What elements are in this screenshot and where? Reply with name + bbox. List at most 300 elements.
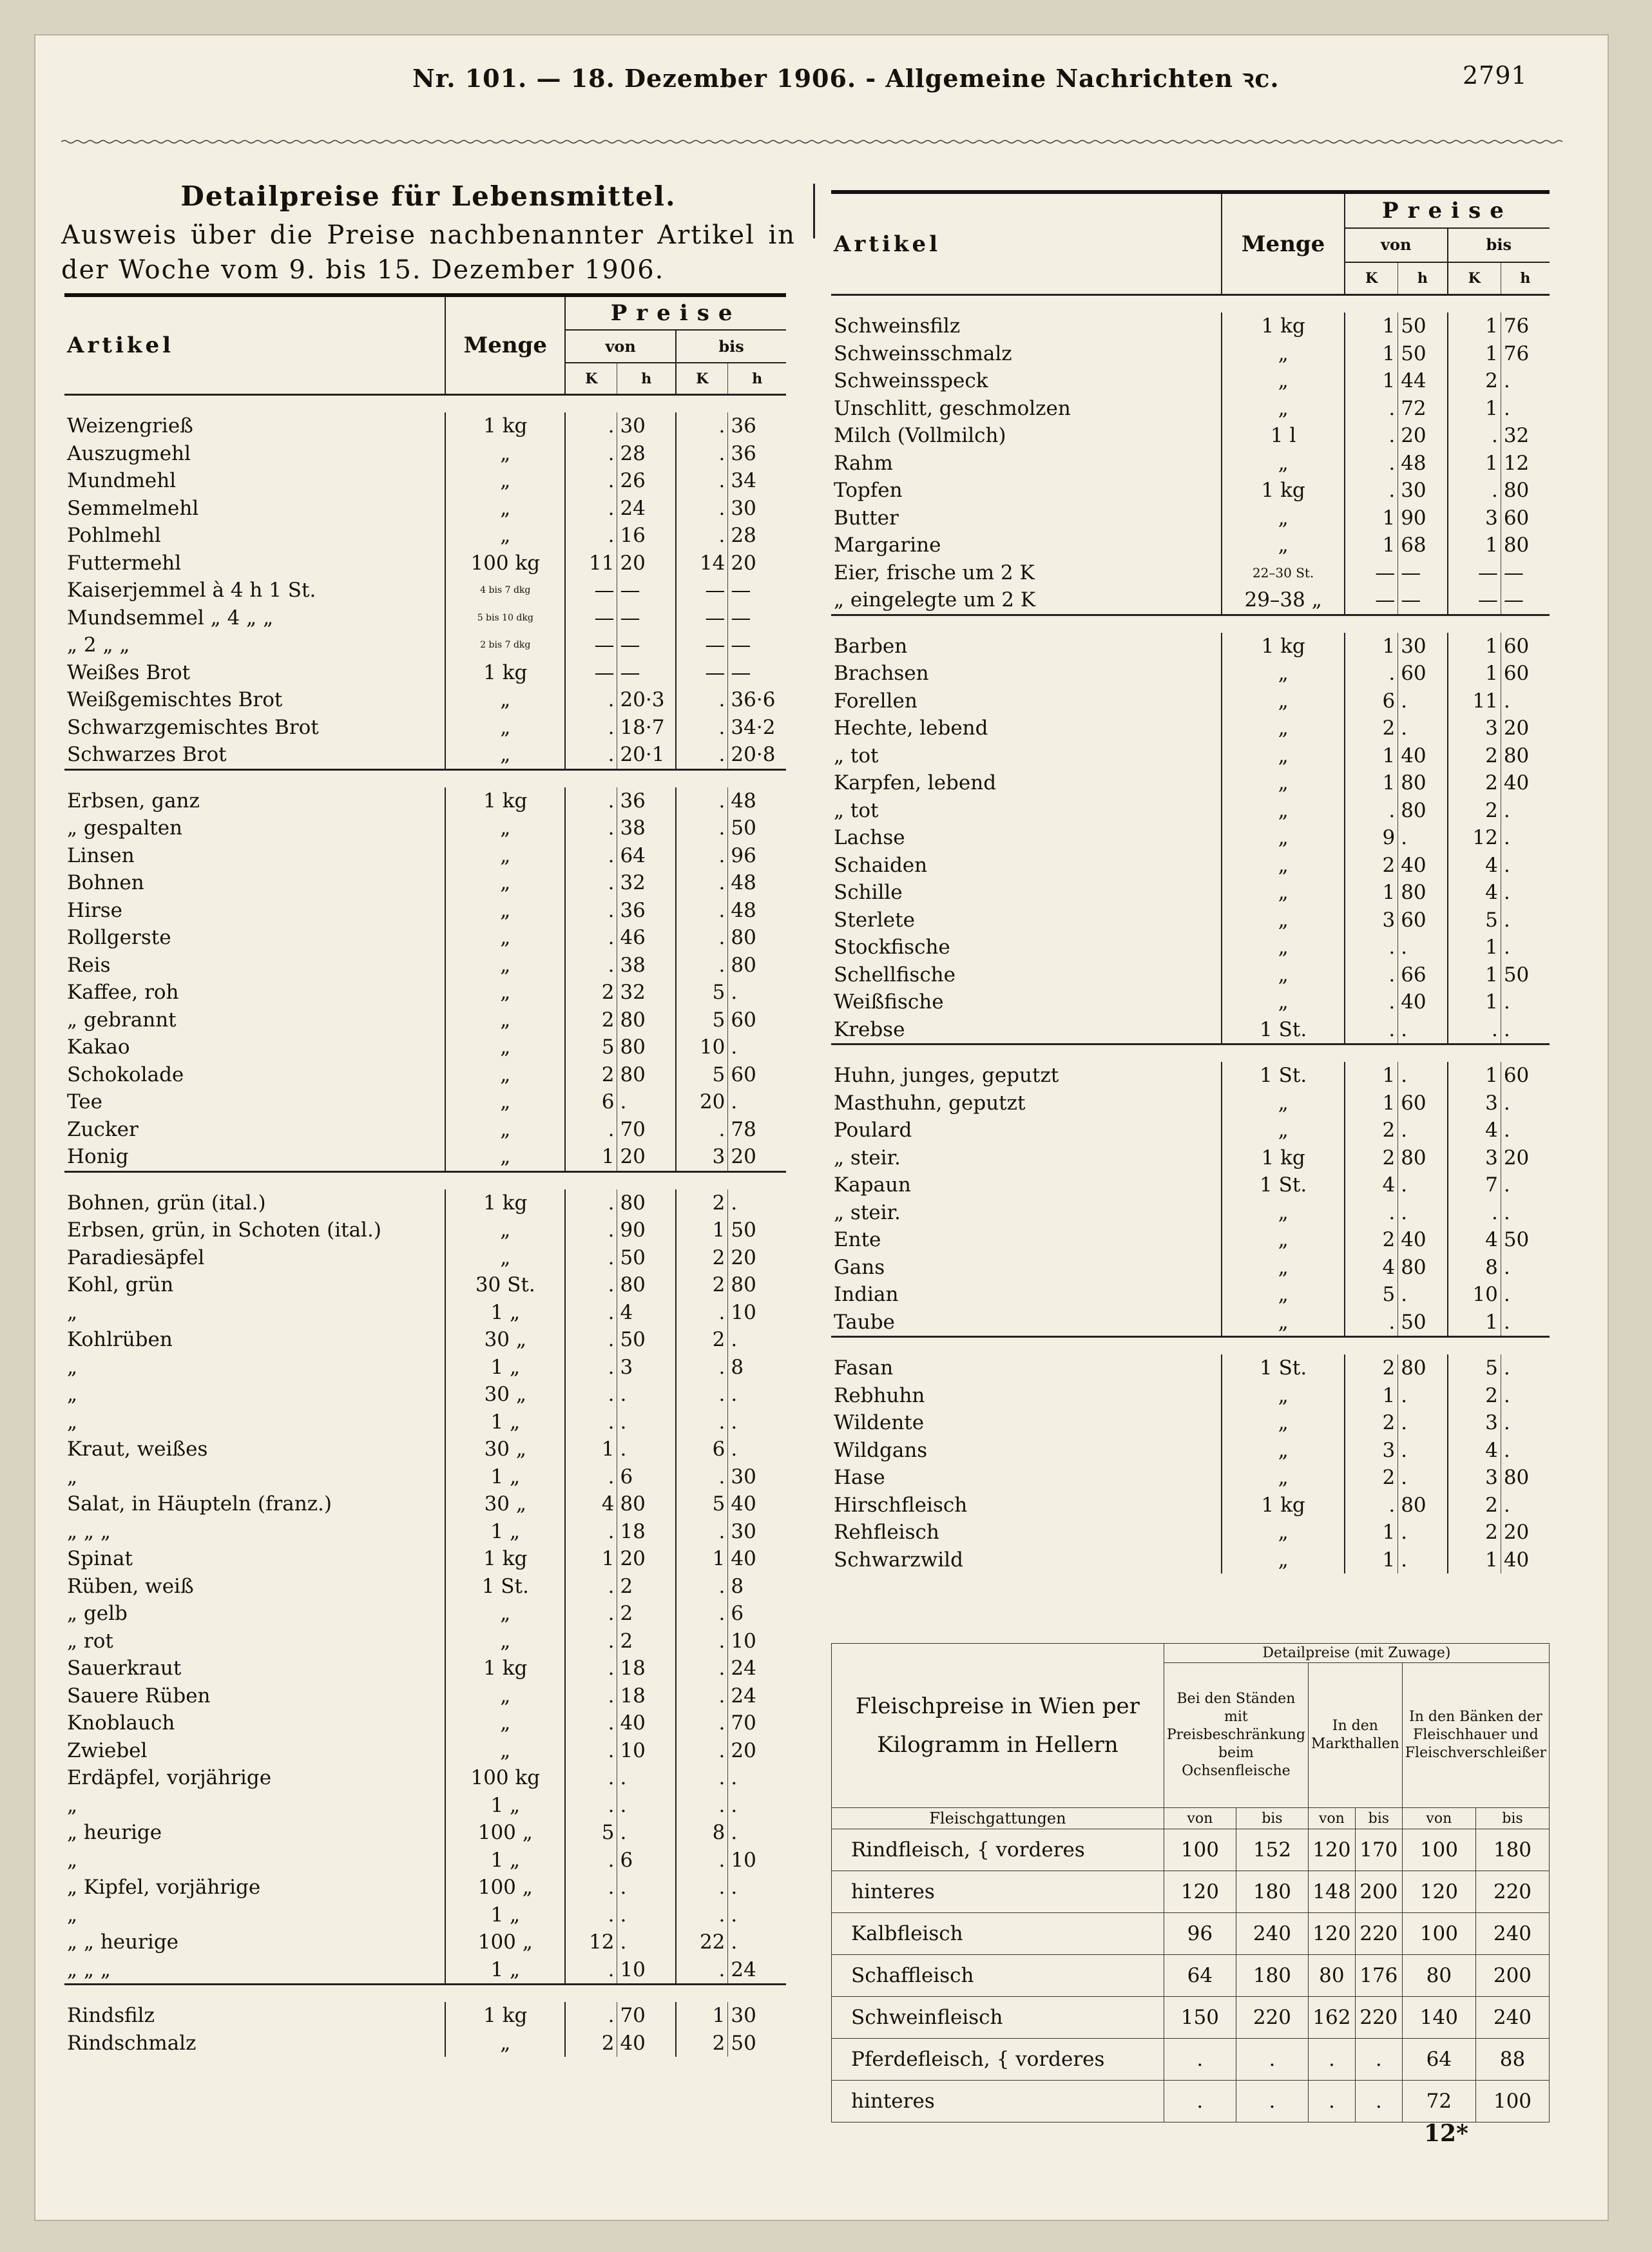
cell-von-h: . bbox=[1398, 1281, 1448, 1309]
cell-von-k: . bbox=[565, 1901, 617, 1929]
col-header-h: h bbox=[728, 363, 786, 394]
cell-price: 220 bbox=[1475, 1871, 1549, 1913]
cell-bis-h: 80 bbox=[1501, 1464, 1550, 1492]
cell-von-h: 50 bbox=[617, 1326, 676, 1354]
table-head-row bbox=[64, 295, 786, 330]
table-row bbox=[64, 1545, 786, 1573]
table-row bbox=[831, 633, 1550, 660]
cell-menge: „ bbox=[445, 952, 565, 979]
col-header-preise: Preise bbox=[565, 295, 786, 330]
cell-artikel: Schokolade bbox=[67, 1063, 184, 1086]
cell-bis-h: 30 bbox=[728, 495, 786, 523]
cell-bis-k: 6 bbox=[676, 1436, 728, 1463]
cell-bis-k: 3 bbox=[1448, 1090, 1501, 1117]
cell-menge: „ bbox=[445, 1143, 565, 1171]
cell-bis-h: 70 bbox=[728, 1709, 786, 1737]
cell-artikel: Schellfische bbox=[834, 963, 956, 986]
cell-von-k: . bbox=[1345, 660, 1398, 688]
cell-price: 220 bbox=[1355, 1997, 1402, 2039]
cell-artikel: Hirse bbox=[67, 898, 123, 922]
cell-von-h: 20 bbox=[617, 550, 676, 577]
cell-bis-k: . bbox=[676, 440, 728, 468]
cell-artikel: Wildente bbox=[834, 1411, 925, 1435]
table-row bbox=[64, 1217, 786, 1244]
cell-bis-h: 60 bbox=[728, 1061, 786, 1089]
col-header-bis: bis bbox=[1236, 1808, 1308, 1829]
cell-artikel: Eier, frische um 2 K bbox=[834, 561, 1035, 584]
table-row bbox=[64, 787, 786, 815]
cell-bis-h: 76 bbox=[1501, 340, 1550, 368]
cell-artikel: „ bbox=[67, 1465, 78, 1488]
cell-bis-h: . bbox=[1501, 1437, 1550, 1465]
cell-von-k: . bbox=[565, 1847, 617, 1874]
cell-menge: „ bbox=[445, 495, 565, 523]
cell-bis-h: 20 bbox=[1501, 1144, 1550, 1172]
col-header-von: von bbox=[1164, 1808, 1236, 1829]
cell-artikel: Forellen bbox=[834, 689, 917, 713]
cell-bis-k: . bbox=[1448, 422, 1501, 450]
table-row bbox=[64, 440, 786, 468]
cell-von-h: 26 bbox=[617, 467, 676, 495]
cell-menge: „ bbox=[445, 1709, 565, 1737]
cell-von-h: . bbox=[617, 1409, 676, 1436]
cell-menge: „ bbox=[1222, 988, 1345, 1016]
cell-bis-h: — bbox=[728, 631, 786, 659]
cell-bis-h: 50 bbox=[1501, 961, 1550, 989]
table-row bbox=[831, 852, 1550, 880]
table-row bbox=[64, 659, 786, 687]
col-header-bis: bis bbox=[676, 330, 786, 363]
left-price-table bbox=[64, 293, 786, 2057]
running-header bbox=[0, 61, 1652, 100]
cell-von-h: 50 bbox=[1398, 1309, 1448, 1337]
cell-menge: „ bbox=[445, 1088, 565, 1116]
cell-menge: 1 kg bbox=[1222, 1144, 1345, 1172]
cell-von-k: 3 bbox=[1345, 907, 1398, 934]
cell-price: . bbox=[1164, 2081, 1236, 2122]
cell-menge: „ bbox=[1222, 824, 1345, 852]
cell-artikel: Schwarzes Brot bbox=[67, 743, 227, 767]
col-header-k: K bbox=[1448, 262, 1501, 295]
cell-menge: „ bbox=[1222, 1226, 1345, 1254]
cell-von-k: 2 bbox=[1345, 715, 1398, 742]
section-title: Detailpreise für Lebensmittel. bbox=[180, 180, 677, 212]
cell-price: 240 bbox=[1475, 1913, 1549, 1955]
cell-artikel: Butter bbox=[834, 506, 899, 530]
cell-artikel: „ bbox=[67, 1793, 78, 1817]
table-row bbox=[831, 1199, 1550, 1227]
cell-bis-k: 2 bbox=[676, 1326, 728, 1354]
cell-bis-k: . bbox=[676, 1573, 728, 1601]
cell-artikel: „ Kipfel, vorjährige bbox=[67, 1876, 261, 1900]
table-row bbox=[831, 505, 1550, 532]
cell-von-k: . bbox=[565, 1409, 617, 1436]
cell-bis-k: . bbox=[676, 1354, 728, 1381]
cell-artikel: Kapaun bbox=[834, 1173, 911, 1197]
cell-menge: 1 kg bbox=[445, 1545, 565, 1573]
table-row bbox=[64, 1116, 786, 1144]
cell-bis-h: 80 bbox=[728, 952, 786, 979]
cell-bis-k: 4 bbox=[1448, 1117, 1501, 1144]
cell-bis-k: . bbox=[1448, 477, 1501, 505]
cell-artikel: Barben bbox=[834, 634, 908, 658]
table-row bbox=[831, 988, 1550, 1016]
cell-menge: 1 kg bbox=[445, 412, 565, 440]
cell-bis-h: 50 bbox=[728, 814, 786, 842]
cell-bis-k: — bbox=[676, 631, 728, 659]
cell-bis-h: 76 bbox=[1501, 313, 1550, 340]
cell-gattung: Kalbfleisch bbox=[832, 1913, 1164, 1955]
table-row bbox=[64, 1600, 786, 1628]
cell-bis-k: 1 bbox=[1448, 660, 1501, 688]
cell-price: 148 bbox=[1308, 1871, 1355, 1913]
cell-artikel: „ 2 „ „ bbox=[67, 633, 130, 657]
cell-bis-h: . bbox=[1501, 934, 1550, 961]
col-header-k: K bbox=[676, 363, 728, 394]
meat-col-header: In den Bänken der Fleischhauer und Fleischverschleißer bbox=[1402, 1663, 1549, 1808]
table-row bbox=[831, 688, 1550, 715]
cell-von-k: . bbox=[1345, 797, 1398, 825]
cell-artikel: Zucker bbox=[67, 1117, 139, 1141]
cell-bis-k: 1 bbox=[1448, 1546, 1501, 1574]
cell-von-k: . bbox=[565, 1709, 617, 1737]
cell-price: 100 bbox=[1402, 1913, 1475, 1955]
table-row bbox=[64, 522, 786, 550]
cell-von-k: . bbox=[565, 1217, 617, 1244]
table-row bbox=[64, 1244, 786, 1272]
cell-von-k: . bbox=[565, 1655, 617, 1682]
cell-von-k: — bbox=[565, 604, 617, 632]
cell-von-k: 5 bbox=[565, 1819, 617, 1847]
table-row bbox=[832, 1913, 1550, 1955]
cell-bis-k: . bbox=[676, 814, 728, 842]
table-row bbox=[64, 924, 786, 952]
cell-bis-h: . bbox=[1501, 1199, 1550, 1227]
cell-bis-h: . bbox=[1501, 367, 1550, 395]
cell-artikel: Topfen bbox=[834, 479, 903, 503]
meat-table-title: Fleischpreise in Wien per Kilogramm in Hellern bbox=[832, 1644, 1164, 1808]
cell-bis-h: 32 bbox=[1501, 422, 1550, 450]
table-row bbox=[64, 1381, 786, 1409]
cell-bis-k: . bbox=[676, 1847, 728, 1874]
cell-artikel: „ tot bbox=[834, 744, 879, 767]
cell-von-k: 2 bbox=[1345, 1354, 1398, 1382]
cell-von-h: 80 bbox=[1398, 879, 1448, 907]
cell-artikel: Kaiserjemmel à 4 h 1 St. bbox=[67, 579, 316, 602]
cell-bis-k: 5 bbox=[1448, 907, 1501, 934]
meat-col-header: Bei den Ständen mit Preisbeschränkung beim Ochsenfleische bbox=[1164, 1663, 1308, 1808]
table-row bbox=[832, 1871, 1550, 1913]
table-row bbox=[832, 1829, 1550, 1871]
cell-artikel: Weizengrieß bbox=[67, 414, 193, 438]
cell-von-k: 4 bbox=[565, 1490, 617, 1518]
cell-bis-k: . bbox=[676, 1381, 728, 1409]
cell-bis-h: 36 bbox=[728, 440, 786, 468]
cell-bis-k: 10 bbox=[1448, 1281, 1501, 1309]
cell-bis-k: . bbox=[676, 1655, 728, 1682]
table-row bbox=[64, 1088, 786, 1116]
table-row bbox=[831, 340, 1550, 368]
cell-von-k: . bbox=[565, 686, 617, 714]
group-separator bbox=[831, 1337, 1550, 1355]
cell-menge: 100 „ bbox=[445, 1819, 565, 1847]
cell-von-h: . bbox=[617, 1436, 676, 1463]
cell-artikel: Knoblauch bbox=[67, 1711, 175, 1735]
cell-bis-k: 3 bbox=[1448, 1409, 1501, 1437]
cell-von-k: 11 bbox=[565, 550, 617, 577]
cell-menge: 30 „ bbox=[445, 1326, 565, 1354]
cell-bis-h: . bbox=[1501, 1354, 1550, 1382]
table-row bbox=[831, 1254, 1550, 1282]
table-row bbox=[831, 1281, 1550, 1309]
cell-von-k: . bbox=[1345, 961, 1398, 989]
cell-price: 240 bbox=[1475, 1997, 1549, 2039]
cell-von-k: . bbox=[1345, 1309, 1398, 1337]
cell-menge: 1 kg bbox=[445, 659, 565, 687]
table-row bbox=[64, 1326, 786, 1354]
cell-artikel: „ bbox=[67, 1410, 78, 1434]
cell-bis-h: 10 bbox=[728, 1299, 786, 1327]
cell-bis-k: 2 bbox=[1448, 1382, 1501, 1410]
cell-menge: „ bbox=[1222, 1409, 1345, 1437]
table-row bbox=[831, 450, 1550, 477]
cell-artikel: Hechte, lebend bbox=[834, 717, 988, 740]
cell-bis-h: . bbox=[1501, 1171, 1550, 1199]
cell-von-h: 20·3 bbox=[617, 686, 676, 714]
header-title: Nr. 101. — 18. Dezember 1906. - Allgemeine Nachrichten ꝛc. bbox=[412, 64, 1280, 93]
cell-artikel: Hase bbox=[834, 1466, 885, 1490]
cell-bis-k: . bbox=[676, 412, 728, 440]
cell-artikel: Schwarzwild bbox=[834, 1548, 963, 1572]
cell-von-k: 1 bbox=[1345, 532, 1398, 559]
cell-menge: „ bbox=[1222, 532, 1345, 559]
cell-bis-h: . bbox=[728, 1381, 786, 1409]
cell-von-h: 30 bbox=[1398, 633, 1448, 660]
cell-bis-h: . bbox=[728, 1189, 786, 1217]
cell-price: . bbox=[1236, 2039, 1308, 2081]
cell-menge: 100 kg bbox=[445, 550, 565, 577]
table-row bbox=[831, 797, 1550, 825]
cell-artikel: Schweinsschmalz bbox=[834, 342, 1012, 365]
col-header-bis: bis bbox=[1448, 228, 1550, 262]
cell-bis-k: — bbox=[676, 604, 728, 632]
cell-von-k: . bbox=[1345, 1016, 1398, 1044]
table-row bbox=[64, 1655, 786, 1682]
cell-bis-k: . bbox=[676, 1299, 728, 1327]
cell-von-h: . bbox=[617, 1764, 676, 1792]
cell-artikel: Erbsen, ganz bbox=[67, 789, 200, 813]
cell-von-k: . bbox=[565, 1326, 617, 1354]
cell-bis-h: . bbox=[1501, 1309, 1550, 1337]
table-row bbox=[831, 769, 1550, 797]
cell-bis-k: 3 bbox=[676, 1143, 728, 1171]
table-row bbox=[64, 714, 786, 742]
cell-von-k: 1 bbox=[1345, 1382, 1398, 1410]
cell-menge: „ bbox=[1222, 1519, 1345, 1546]
cell-artikel: Kaffee, roh bbox=[67, 981, 179, 1005]
cell-menge: 1 „ bbox=[445, 1354, 565, 1381]
table-row bbox=[831, 1226, 1550, 1254]
cell-von-h: 40 bbox=[617, 2030, 676, 2057]
cell-von-h: . bbox=[1398, 1382, 1448, 1410]
cell-bis-k: 1 bbox=[1448, 313, 1501, 340]
table-row bbox=[64, 1354, 786, 1381]
cell-menge: „ bbox=[1222, 1117, 1345, 1144]
cell-von-h: . bbox=[1398, 934, 1448, 961]
cell-artikel: Sterlete bbox=[834, 908, 915, 932]
cell-bis-k: . bbox=[676, 842, 728, 870]
cell-artikel: „ bbox=[67, 1355, 78, 1379]
cell-von-h: . bbox=[1398, 1062, 1448, 1090]
cell-bis-k: . bbox=[676, 1792, 728, 1820]
cell-von-h: 28 bbox=[617, 440, 676, 468]
table-row bbox=[64, 842, 786, 870]
cell-bis-h: 60 bbox=[1501, 505, 1550, 532]
cell-menge: „ bbox=[1222, 742, 1345, 770]
cell-price: . bbox=[1164, 2039, 1236, 2081]
table-row bbox=[64, 1573, 786, 1601]
table-row bbox=[64, 1929, 786, 1956]
table-row bbox=[832, 2081, 1550, 2122]
cell-bis-h: 24 bbox=[728, 1682, 786, 1710]
group-separator bbox=[64, 395, 786, 413]
cell-von-k: . bbox=[565, 440, 617, 468]
cell-von-k: . bbox=[565, 1299, 617, 1327]
cell-bis-k: 1 bbox=[1448, 340, 1501, 368]
cell-bis-h: 78 bbox=[728, 1116, 786, 1144]
cell-artikel: Bohnen, grün (ital.) bbox=[67, 1191, 266, 1215]
cell-von-k: . bbox=[565, 714, 617, 742]
cell-bis-h: 80 bbox=[728, 924, 786, 952]
cell-von-h: 66 bbox=[1398, 961, 1448, 989]
cell-artikel: Rüben, weiß bbox=[67, 1574, 194, 1598]
cell-price: 240 bbox=[1236, 1913, 1308, 1955]
cell-von-h: . bbox=[1398, 1409, 1448, 1437]
cell-artikel: Kraut, weißes bbox=[67, 1438, 208, 1461]
cell-bis-k: 3 bbox=[1448, 715, 1501, 742]
cell-menge: 1 kg bbox=[445, 2002, 565, 2030]
cell-von-h: 10 bbox=[617, 1956, 676, 1985]
col-header-von: von bbox=[1308, 1808, 1355, 1829]
table-row bbox=[64, 1819, 786, 1847]
cell-von-h: — bbox=[1398, 559, 1448, 587]
cell-menge: 1 „ bbox=[445, 1463, 565, 1491]
cell-von-h: 90 bbox=[617, 1217, 676, 1244]
section-subtitle: Ausweis über die Preise nachbenannter Artikel in der Woche vom 9. bis 15. Dezember 1906. bbox=[61, 220, 796, 285]
table-row bbox=[831, 477, 1550, 505]
cell-price: 180 bbox=[1236, 1955, 1308, 1997]
cell-von-h: 80 bbox=[1398, 1354, 1448, 1382]
table-row bbox=[64, 814, 786, 842]
cell-von-k: . bbox=[565, 952, 617, 979]
cell-bis-h: . bbox=[1501, 688, 1550, 715]
cell-bis-h: 36·6 bbox=[728, 686, 786, 714]
cell-von-k: . bbox=[565, 741, 617, 769]
cell-von-h: . bbox=[617, 1929, 676, 1956]
cell-von-h: . bbox=[1398, 1437, 1448, 1465]
cell-von-k: 2 bbox=[565, 979, 617, 1006]
cell-artikel: Pohlmehl bbox=[67, 524, 161, 548]
group-separator bbox=[831, 1044, 1550, 1063]
cell-artikel: Kakao bbox=[67, 1035, 130, 1059]
cell-menge: 1 kg bbox=[1222, 633, 1345, 660]
cell-von-h: 48 bbox=[1398, 450, 1448, 477]
cell-menge: 1 „ bbox=[445, 1792, 565, 1820]
cell-artikel: Kohlrüben bbox=[67, 1328, 173, 1352]
table-row bbox=[832, 1955, 1550, 1997]
table-row bbox=[64, 1682, 786, 1710]
cell-menge: „ bbox=[445, 467, 565, 495]
table-row bbox=[831, 1090, 1550, 1117]
cell-von-k: 12 bbox=[565, 1929, 617, 1956]
cell-bis-k: . bbox=[676, 495, 728, 523]
cell-bis-h: . bbox=[1501, 824, 1550, 852]
cell-artikel: „ gespalten bbox=[67, 816, 183, 840]
cell-bis-k: 1 bbox=[676, 2002, 728, 2030]
cell-menge: „ bbox=[1222, 797, 1345, 825]
cell-von-h: 18 bbox=[617, 1682, 676, 1710]
cell-gattung: Rindfleisch, { vorderes bbox=[832, 1829, 1164, 1871]
group-separator bbox=[64, 1985, 786, 2003]
cell-von-h: 80 bbox=[617, 1271, 676, 1299]
table-row bbox=[831, 1309, 1550, 1337]
cell-menge: „ bbox=[445, 897, 565, 925]
cell-von-k: 1 bbox=[1345, 769, 1398, 797]
cell-artikel: Fasan bbox=[834, 1356, 894, 1380]
cell-bis-k: 8 bbox=[676, 1819, 728, 1847]
cell-bis-h: 8 bbox=[728, 1354, 786, 1381]
cell-menge: „ bbox=[445, 1600, 565, 1628]
table-row bbox=[64, 1901, 786, 1929]
cell-von-k: . bbox=[1345, 477, 1398, 505]
cell-von-h: 6 bbox=[617, 1463, 676, 1491]
table-row bbox=[64, 1189, 786, 1217]
cell-bis-k: 5 bbox=[676, 1061, 728, 1089]
group-separator bbox=[64, 1171, 786, 1189]
cell-von-h: 80 bbox=[1398, 797, 1448, 825]
cell-menge: „ bbox=[1222, 1199, 1345, 1227]
table-row bbox=[831, 1144, 1550, 1172]
cell-von-h: 2 bbox=[617, 1628, 676, 1655]
cell-von-h: 64 bbox=[617, 842, 676, 870]
cell-bis-h: 40 bbox=[728, 1490, 786, 1518]
cell-artikel: Erdäpfel, vorjährige bbox=[67, 1766, 272, 1790]
cell-von-h: 20·1 bbox=[617, 741, 676, 769]
table-head-row bbox=[832, 1644, 1550, 1663]
cell-bis-k: 22 bbox=[676, 1929, 728, 1956]
cell-bis-k: . bbox=[676, 1518, 728, 1546]
table-head-row bbox=[832, 1808, 1550, 1829]
cell-von-k: 1 bbox=[1345, 1519, 1398, 1546]
cell-von-k: . bbox=[565, 842, 617, 870]
cell-von-h: . bbox=[1398, 1546, 1448, 1574]
cell-menge: 100 „ bbox=[445, 1874, 565, 1901]
cell-von-k: . bbox=[565, 1381, 617, 1409]
cell-bis-k: 10 bbox=[676, 1034, 728, 1061]
cell-von-k: . bbox=[1345, 1492, 1398, 1519]
cell-von-k: . bbox=[1345, 422, 1398, 450]
cell-price: 120 bbox=[1308, 1913, 1355, 1955]
cell-price: 180 bbox=[1236, 1871, 1308, 1913]
cell-menge: „ bbox=[445, 979, 565, 1006]
cell-bis-k: 4 bbox=[1448, 1226, 1501, 1254]
page-number: 2791 bbox=[1463, 61, 1528, 90]
cell-von-k: . bbox=[565, 1792, 617, 1820]
cell-price: 100 bbox=[1475, 2081, 1549, 2122]
cell-von-h: 60 bbox=[1398, 907, 1448, 934]
table-row bbox=[831, 1354, 1550, 1382]
cell-von-k: . bbox=[565, 522, 617, 550]
